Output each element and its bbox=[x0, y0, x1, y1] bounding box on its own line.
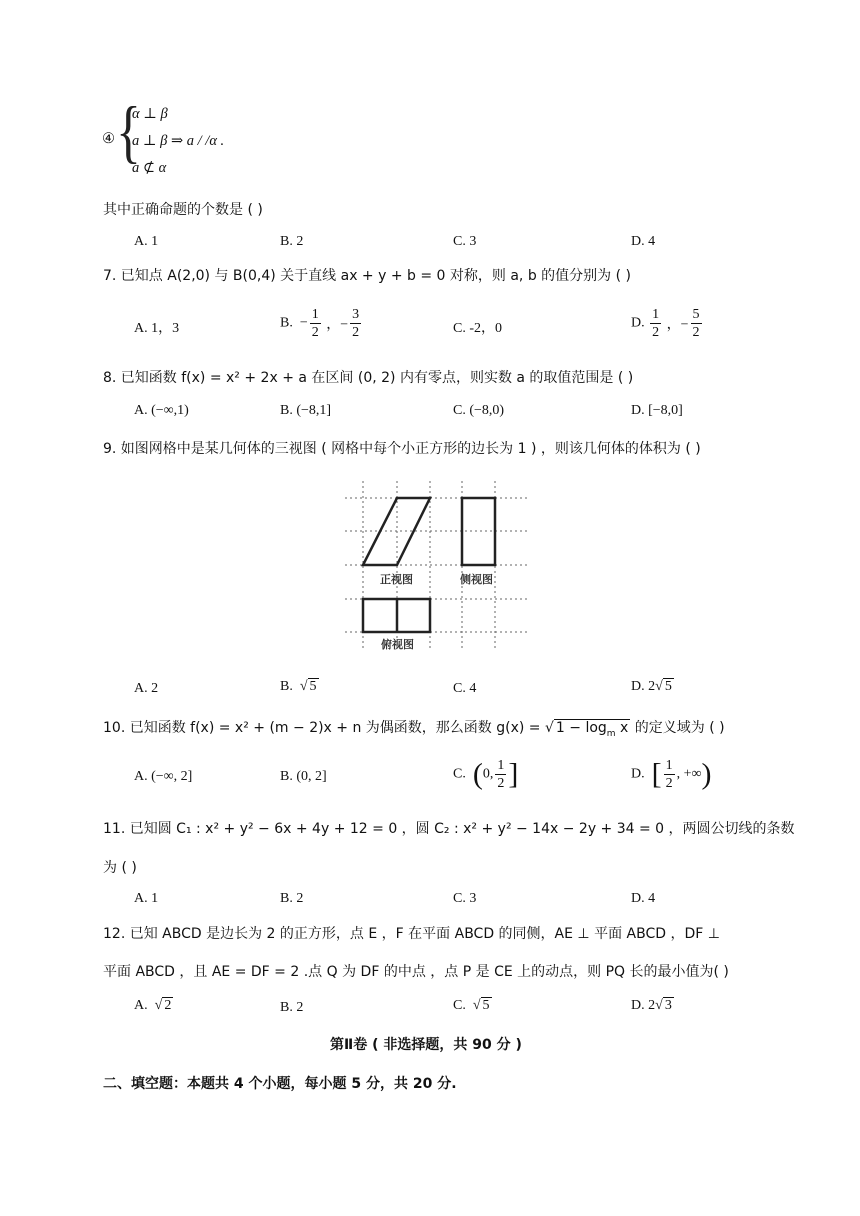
q6-brace: { bbox=[116, 93, 141, 171]
q7-option-c: C. -2，0 bbox=[453, 321, 502, 336]
q7-option-b: B. − $\frac{1}{2}$ ，− $\frac{3}{2}$ bbox=[280, 307, 360, 340]
q6-stem: 其中正确命题的个数是 ( ) bbox=[103, 202, 263, 218]
q12-option-a: A. √ 2 bbox=[134, 998, 172, 1013]
q7-option-d: D. $\frac{1}{2}$ ，− $\frac{5}{2}$ bbox=[631, 307, 700, 340]
q6-option-d: D. 4 bbox=[631, 234, 656, 249]
q10-option-b: B. (0, 2] bbox=[280, 769, 327, 784]
q9-stem: 9. 如图网格中是某几何体的三视图 ( 网格中每个小正方形的边长为 1 ) ，则该几何体的体积为 ( ) bbox=[103, 441, 701, 457]
q6-option-a: A. 1 bbox=[134, 234, 159, 249]
q12-option-d: D. 2√ 3 bbox=[631, 998, 672, 1013]
q7-option-b-label: B. bbox=[280, 315, 293, 331]
top-view-label: 俯视图 bbox=[381, 638, 414, 651]
q6-option-b: B. 2 bbox=[280, 234, 304, 249]
q6-cond2: a ⊥ β ⇒ a / /α . bbox=[132, 133, 225, 149]
q11-option-d: D. 4 bbox=[631, 891, 656, 906]
q9-option-c: C. 4 bbox=[453, 681, 477, 696]
q7-option-b-frac2: $\frac{3}{2}$ bbox=[352, 307, 360, 340]
q12-option-c: C. √ 5 bbox=[453, 998, 490, 1013]
q8-option-c: C. (−8,0) bbox=[453, 403, 505, 418]
q12-stem-line1: 12. 已知 ABCD 是边长为 2 的正方形，点 E ，F 在平面 ABCD 的同侧，AE ⊥ 平面 ABCD ，DF ⊥ bbox=[103, 926, 720, 942]
q7-option-d-frac1: $\frac{1}{2}$ bbox=[652, 307, 660, 340]
q9-option-d-radicand: 5 bbox=[664, 679, 672, 694]
q10-option-c: C. (0, $\frac{1}{2}$ ] bbox=[453, 757, 519, 791]
q7-option-d-label: D. bbox=[631, 315, 645, 331]
side-view-label: 侧视图 bbox=[460, 573, 493, 586]
q12-stem-line2: 平面 ABCD ，且 AE = DF = 2 .点 Q 为 DF 的中点 ，点 P 是 CE 上的动点，则 PQ 长的最小值为( ) bbox=[103, 964, 729, 980]
q7-stem: 7. 已知点 A(2,0) 与 B(0,4) 关于直线 ax + y + b = 0 对称，则 a, b 的值分别为 ( ) bbox=[103, 268, 631, 284]
q11-stem-line1: 11. 已知圆 C₁ : x² + y² − 6x + 4y + 12 = 0 ，圆 C₂ : x² + y² − 14x − 2y + 34 = 0 ，两圆公切线的条数 bbox=[103, 821, 795, 837]
q9-option-d: D. 2√ 5 bbox=[631, 679, 672, 694]
q11-option-a: A. 1 bbox=[134, 891, 159, 906]
q7-option-a: A. 1，3 bbox=[134, 321, 180, 336]
q9-option-b-radicand: 5 bbox=[309, 679, 317, 694]
q10-stem: 10. 已知函数 f(x) = x² + (m − 2)x + n 为偶函数，那么函数 g(x) = √ $1 - \log_m x$ 的定义域为 ( ) bbox=[103, 720, 725, 739]
q7-option-b-frac1: $\frac{1}{2}$ bbox=[311, 307, 319, 340]
q8-option-d: D. [−8,0] bbox=[631, 403, 683, 418]
q8-stem: 8. 已知函数 f(x) = x² + 2x + a 在区间 (0, 2) 内有零点，则实数 a 的取值范围是 ( ) bbox=[103, 370, 634, 386]
q6-number: ④ bbox=[102, 131, 115, 147]
q7-option-d-frac2: $\frac{5}{2}$ bbox=[692, 307, 700, 340]
q8-option-b: B. (−8,1] bbox=[280, 403, 332, 418]
section-title: 第Ⅱ卷 ( 非选择题，共 90 分 ) bbox=[330, 1037, 522, 1053]
q9-option-b: B. √ 5 bbox=[280, 679, 317, 694]
front-view-label: 正视图 bbox=[380, 573, 413, 586]
q11-option-b: B. 2 bbox=[280, 891, 304, 906]
q11-stem-line2: 为 ( ) bbox=[103, 860, 137, 876]
three-view-figure bbox=[340, 478, 530, 658]
q8-option-a: A. (−∞,1) bbox=[134, 403, 189, 418]
q6-option-c: C. 3 bbox=[453, 234, 477, 249]
q11-option-c: C. 3 bbox=[453, 891, 477, 906]
q12-option-b: B. 2 bbox=[280, 1000, 304, 1015]
q6-cond1: α ⊥ β bbox=[132, 106, 168, 122]
q9-option-a: A. 2 bbox=[134, 681, 159, 696]
section-heading: 二、填空题：本题共 4 个小题，每小题 5 分，共 20 分. bbox=[103, 1076, 457, 1092]
q10-option-a: A. (−∞, 2] bbox=[134, 769, 193, 784]
q6-cond3: a ⊄ α bbox=[132, 160, 167, 176]
q10-option-d: D. [ $\frac{1}{2}$ , +∞) bbox=[631, 757, 712, 791]
three-view-svg bbox=[340, 478, 530, 658]
